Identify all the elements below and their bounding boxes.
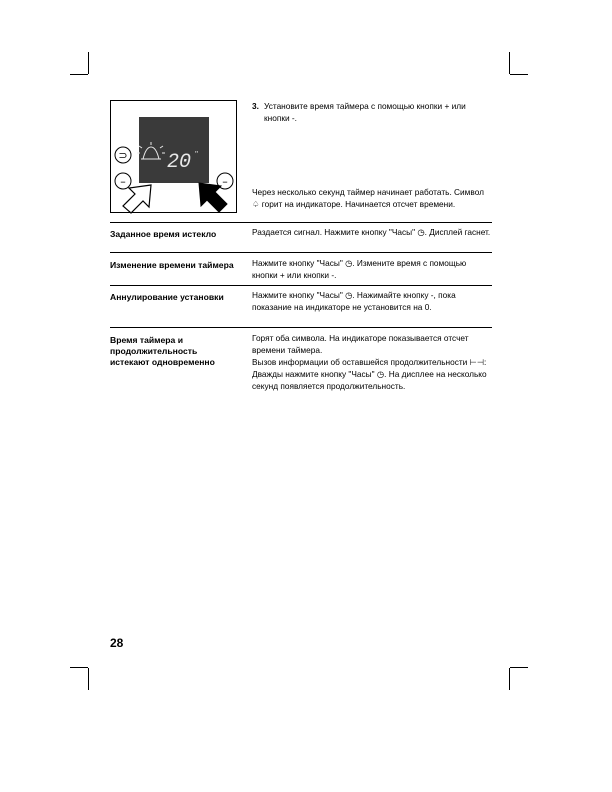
crop-mark-bottom-left [70, 667, 88, 668]
display-superscript: '' [195, 150, 199, 159]
crop-mark-top-left [70, 74, 88, 75]
divider [110, 327, 492, 328]
step-number: 3. [252, 101, 259, 111]
row-text: Горят оба символа. На индикаторе показывается отсчет времени таймера. Вызов информации об оставшейся продолжительности ⊢⊣: Дважды нажмите кнопку "Часы" ◷. На дисплее на несколько секунд появляется продолжительность. [252, 333, 487, 391]
press-arrow-white-icon [123, 185, 151, 213]
crop-mark-top-right [509, 52, 510, 74]
crop-mark-bottom-right [510, 667, 528, 668]
step-text: Установите время таймера с помощью кнопки + или кнопки -. [264, 101, 466, 123]
minus-button-right-symbol: – [222, 175, 228, 188]
row-label: Заданное время истекло [110, 229, 217, 239]
page-number: 28 [110, 636, 124, 650]
divider [110, 285, 492, 286]
row-text: Раздается сигнал. Нажмите кнопку "Часы" ◷. Дисплей гаснет. [252, 227, 491, 237]
row-label: Изменение времени таймера [110, 260, 234, 270]
control-panel-drawing [111, 101, 238, 214]
divider [110, 222, 492, 223]
crop-mark-top-left [88, 52, 89, 74]
control-panel-illustration [110, 100, 237, 213]
crop-mark-top-right [510, 74, 528, 75]
row-label: Время таймера и продолжительность истекают одновременно [110, 335, 215, 367]
divider [110, 252, 492, 253]
row-label: Аннулирование установки [110, 292, 224, 302]
step-3 [252, 101, 492, 124]
intro-paragraph: Через несколько секунд таймер начинает работать. Символ ♤ горит на индикаторе. Начинается отсчет времени. [252, 187, 484, 209]
minus-button-left-symbol: – [120, 175, 126, 188]
row-text: Нажмите кнопку "Часы" ◷. Нажимайте кнопку -, пока показание на индикаторе не установится на 0. [252, 290, 456, 312]
display-digits: 20 [167, 151, 192, 174]
crop-mark-bottom-right [509, 668, 510, 690]
clock-button-symbol: ⊃ [118, 149, 128, 162]
crop-mark-bottom-left [88, 668, 89, 690]
row-text: Нажмите кнопку "Часы" ◷. Измените время с помощью кнопки + или кнопки -. [252, 258, 467, 280]
